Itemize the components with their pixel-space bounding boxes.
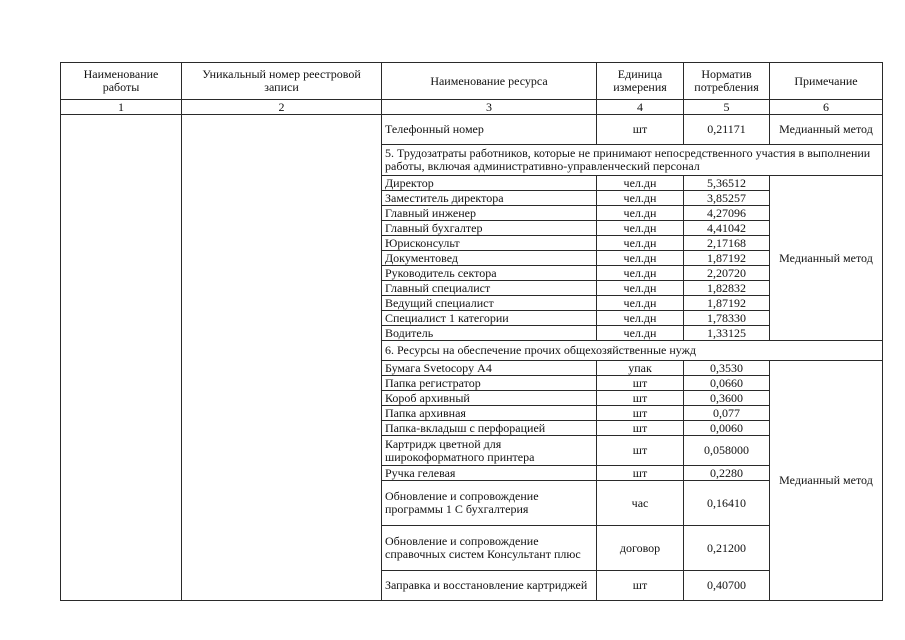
resource-name: Ручка гелевая — [382, 466, 597, 481]
unit-cell: договор — [597, 526, 684, 571]
norm-cell: 0,2280 — [684, 466, 770, 481]
resource-name: Папка архивная — [382, 406, 597, 421]
resource-name: Обновление и сопровождение программы 1 С бухгалтерия — [382, 481, 597, 526]
unit-cell: упак — [597, 361, 684, 376]
resource-name: Заправка и восстановление картриджей — [382, 571, 597, 601]
norm-cell: 0,16410 — [684, 481, 770, 526]
column-number: 5 — [684, 100, 770, 115]
resource-name: Директор — [382, 176, 597, 191]
unit-cell: шт — [597, 466, 684, 481]
work-name-cell — [61, 115, 182, 601]
unit-cell: шт — [597, 115, 684, 145]
resource-name: Документовед — [382, 251, 597, 266]
header-unit: Единица измерения — [597, 63, 684, 100]
unit-cell: час — [597, 481, 684, 526]
norm-cell: 0,0060 — [684, 421, 770, 436]
norm-cell: 0,21171 — [684, 115, 770, 145]
resource-name: Папка регистратор — [382, 376, 597, 391]
norm-cell: 2,20720 — [684, 266, 770, 281]
header-resource-name: Наименование ресурса — [382, 63, 597, 100]
table-row — [61, 115, 883, 145]
resource-name: Картридж цветной для широкоформатного принтера — [382, 436, 597, 466]
column-number: 6 — [770, 100, 883, 115]
unit-cell: чел.дн — [597, 191, 684, 206]
unit-cell: шт — [597, 406, 684, 421]
norm-cell: 2,17168 — [684, 236, 770, 251]
unit-cell: шт — [597, 571, 684, 601]
norm-cell: 4,41042 — [684, 221, 770, 236]
norms-table — [60, 62, 883, 601]
unit-cell: чел.дн — [597, 326, 684, 341]
header-work-name: Наименование работы — [61, 63, 182, 100]
norm-cell: 0,077 — [684, 406, 770, 421]
resource-name: Руководитель сектора — [382, 266, 597, 281]
norm-cell: 1,87192 — [684, 251, 770, 266]
norm-cell: 0,3530 — [684, 361, 770, 376]
resource-name: Специалист 1 категории — [382, 311, 597, 326]
resource-name: Главный инженер — [382, 206, 597, 221]
unit-cell: шт — [597, 376, 684, 391]
resource-name: Главный бухгалтер — [382, 221, 597, 236]
note-cell: Медианный метод — [770, 115, 883, 145]
resource-name: Ведущий специалист — [382, 296, 597, 311]
resource-name: Телефонный номер — [382, 115, 597, 145]
header-registry-number: Уникальный номер реестровой записи — [182, 63, 382, 100]
resource-name: Папка-вкладыш с перфорацией — [382, 421, 597, 436]
norm-cell: 1,78330 — [684, 311, 770, 326]
norm-cell: 1,33125 — [684, 326, 770, 341]
unit-cell: чел.дн — [597, 266, 684, 281]
norm-cell: 5,36512 — [684, 176, 770, 191]
norm-cell: 0,058000 — [684, 436, 770, 466]
section-6-note: Медианный метод — [770, 361, 883, 601]
section-5-note: Медианный метод — [770, 176, 883, 341]
resource-name: Главный специалист — [382, 281, 597, 296]
unit-cell: чел.дн — [597, 251, 684, 266]
resource-name: Короб архивный — [382, 391, 597, 406]
column-number: 1 — [61, 100, 182, 115]
unit-cell: чел.дн — [597, 206, 684, 221]
norm-cell: 4,27096 — [684, 206, 770, 221]
unit-cell: шт — [597, 421, 684, 436]
resource-name: Заместитель директора — [382, 191, 597, 206]
norm-cell: 0,3600 — [684, 391, 770, 406]
unit-cell: чел.дн — [597, 281, 684, 296]
resource-name: Бумага Svetocopy А4 — [382, 361, 597, 376]
unit-cell: чел.дн — [597, 311, 684, 326]
registry-number-cell — [182, 115, 382, 601]
header-row — [61, 63, 883, 100]
column-number-row — [61, 100, 883, 115]
unit-cell: чел.дн — [597, 221, 684, 236]
unit-cell: чел.дн — [597, 236, 684, 251]
norm-cell: 1,82832 — [684, 281, 770, 296]
norm-cell: 1,87192 — [684, 296, 770, 311]
resource-name: Водитель — [382, 326, 597, 341]
section-5-title: 5. Трудозатраты работников, которые не принимают непосредственного участия в выполнении работы, включая административно-управленческий персонал — [382, 145, 883, 176]
resource-name: Обновление и сопровождение справочных систем Консультант плюс — [382, 526, 597, 571]
column-number: 4 — [597, 100, 684, 115]
resource-name: Юрисконсульт — [382, 236, 597, 251]
unit-cell: шт — [597, 436, 684, 466]
norm-cell: 0,21200 — [684, 526, 770, 571]
unit-cell: чел.дн — [597, 296, 684, 311]
section-6-title: 6. Ресурсы на обеспечение прочих общехозяйственные нужд — [382, 341, 883, 361]
header-note: Примечание — [770, 63, 883, 100]
column-number: 2 — [182, 100, 382, 115]
unit-cell: чел.дн — [597, 176, 684, 191]
unit-cell: шт — [597, 391, 684, 406]
norm-cell: 3,85257 — [684, 191, 770, 206]
header-norm: Норматив потребления — [684, 63, 770, 100]
norm-cell: 0,0660 — [684, 376, 770, 391]
norm-cell: 0,40700 — [684, 571, 770, 601]
column-number: 3 — [382, 100, 597, 115]
